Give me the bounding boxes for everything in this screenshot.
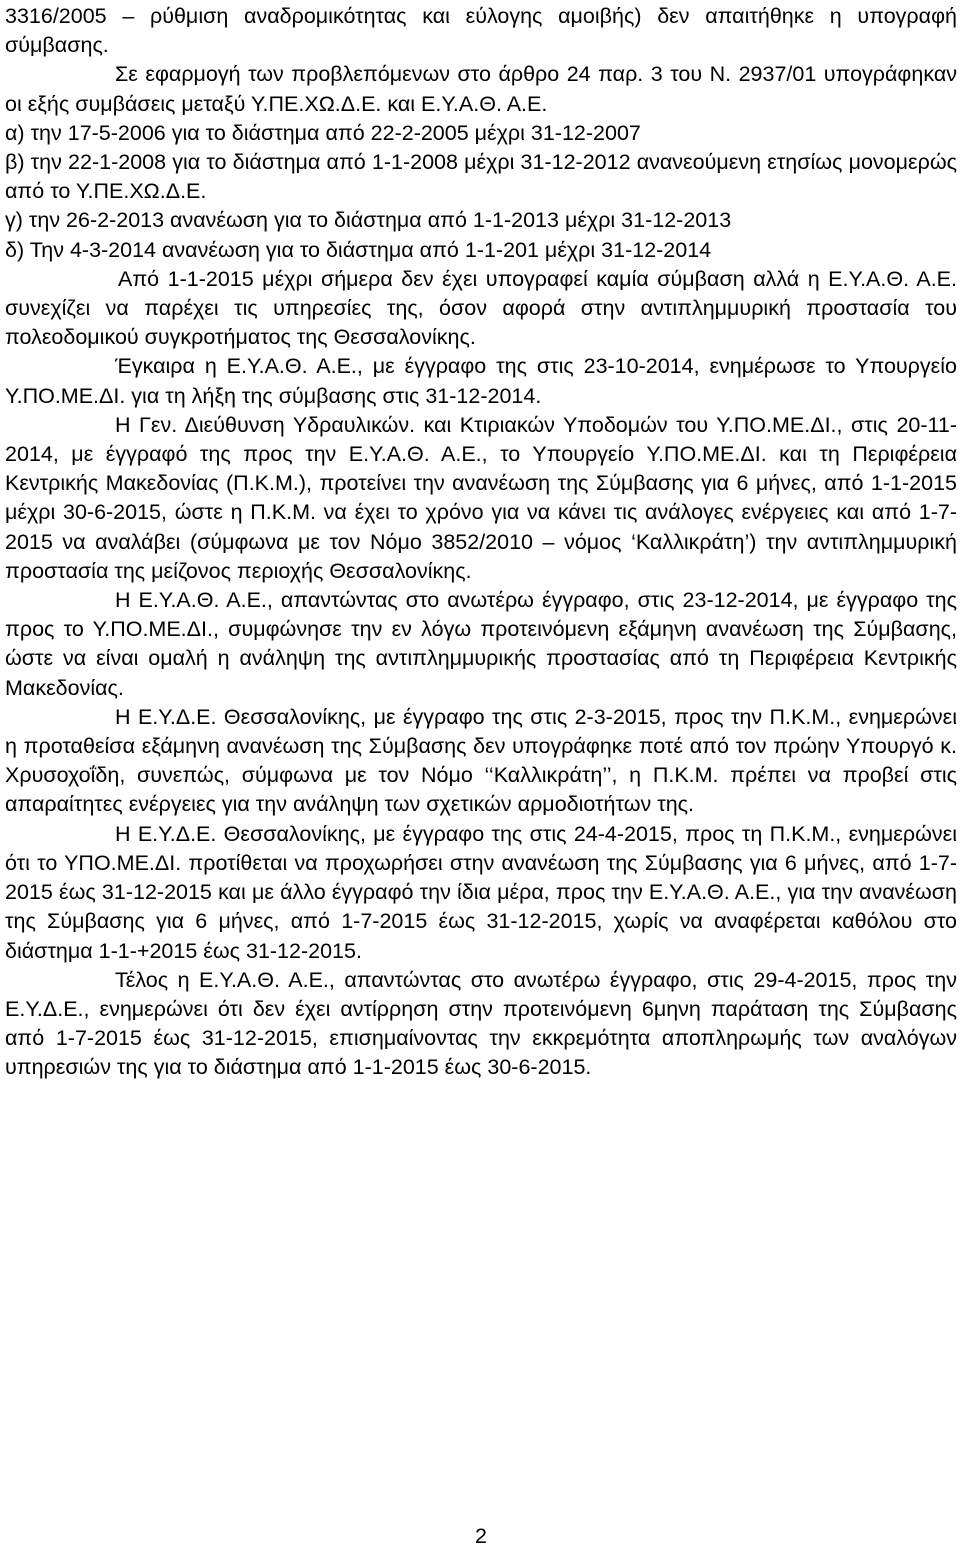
paragraph-eyde-march: Η Ε.Υ.Δ.Ε. Θεσσαλονίκης, με έγγραφο της στις 2-3-2015, προς την Π.Κ.Μ., ενημερώνει η προταθείσα εξάμηνη ανανέωση της Σύμβασης δεν υπογράφηκε ποτέ από τον πρώην Υπουργό κ. Χρυσοχοΐδη, συνεπώς, σύμφωνα με τον Νόμο ‘‘Καλλικράτη’’, η Π.Κ.Μ. πρέπει να προβεί στις απαραίτητες ενέργειες για την ανάληψη των σχετικών αρμοδιοτήτων της. [5, 704, 957, 817]
paragraph-contracts-intro: Σε εφαρμογή των προβλεπόμενων στο άρθρο 24 παρ. 3 του Ν. 2937/01 υπογράφηκαν οι εξής συμβάσεις μεταξύ Υ.ΠΕ.ΧΩ.Δ.Ε. και Ε.Υ.Α.Θ. Α.Ε. [5, 62, 957, 116]
list-item-d: δ) Την 4-3-2014 ανανέωση για το διάστημα από 1-1-201 μέχρι 31-12-2014 [5, 237, 712, 262]
list-item-b: β) την 22-1-2008 για το διάστημα από 1-1-2008 μέχρι 31-12-2012 ανανεούμενη ετησίως μονομερώς από το Υ.ΠΕ.ΧΩ.Δ.Ε. [5, 150, 957, 204]
paragraph-timely-notice: Έγκαιρα η Ε.Υ.Α.Θ. Α.Ε., με έγγραφο της στις 23-10-2014, ενημέρωσε το Υπουργείο Υ.ΠΟ.ΜΕ.ΔΙ. για τη λήξη της σύμβασης στις 31-12-2014. [5, 354, 957, 408]
document-body [5, 2, 957, 1083]
paragraph-no-contract: Από 1-1-2015 μέχρι σήμερα δεν έχει υπογραφεί καμία σύμβαση αλλά η Ε.Υ.Α.Θ. Α.Ε. συνεχίζει να παρέχει τις υπηρεσίες της, όσον αφορά στην αντιπλημμυρική προστασία του πολεοδομικού συγκροτήματος της Θεσσαλονίκης. [5, 266, 957, 350]
paragraph-general-directorate: Η Γεν. Διεύθυνση Υδραυλικών. και Κτιριακών Υποδομών του Υ.ΠΟ.ΜΕ.ΔΙ., στις 20-11-2014, με έγγραφό της προς την Ε.Υ.Α.Θ. Α.Ε., το Υπουργείο Υ.ΠΟ.ΜΕ.ΔΙ. και τη Περιφέρεια Κεντρικής Μακεδονίας (Π.Κ.Μ.), προτείνει την ανανέωση της Σύμβασης για 6 μήνες, από 1-1-2015 μέχρι 30-6-2015, ώστε η Π.Κ.Μ. να έχει το χρόνο για να κάνει τις ανάλογες ενέργειες και από 1-7-2015 να αναλάβει (σύμφωνα με τον Νόμο 3852/2010 – νόμος ‘Καλλικράτη’) την αντιπλημμυρική προστασία της μείζονος περιοχής Θεσσαλονίκης. [5, 412, 957, 583]
page-number: 2 [475, 1524, 487, 1548]
list-item-a: α) την 17-5-2006 για το διάστημα από 22-2-2005 μέχρι 31-12-2007 [5, 120, 641, 145]
paragraph-eyath-reply: Η Ε.Υ.Α.Θ. Α.Ε., απαντώντας στο ανωτέρω έγγραφο, στις 23-12-2014, με έγγραφο της προς το Υ.ΠΟ.ΜΕ.ΔΙ., συμφώνησε την εν λόγω προτεινόμενη εξάμηνη ανανέωση της Σύμβασης, ώστε να είναι ομαλή η ανάληψη της αντιπλημμυρικής προστασίας από τη Περιφέρεια Κεντρικής Μακεδονίας. [5, 588, 957, 700]
paragraph-final: Τέλος η Ε.Υ.Α.Θ. Α.Ε., απαντώντας στο ανωτέρω έγγραφο, στις 29-4-2015, προς την Ε.Υ.Δ.Ε., ενημερώνει ότι δεν έχει αντίρρηση στην προτεινόμενη 6μηνη παράταση της Σύμβασης από 1-7-2015 έως 31-12-2015, επισημαίνοντας την εκκρεμότητα αποπληρωμής των αναλόγων υπηρεσιών της για το διάστημα από 1-1-2015 έως 30-6-2015. [5, 967, 957, 1080]
paragraph-continuation: 3316/2005 – ρύθμιση αναδρομικότητας και εύλογης αμοιβής) δεν απαιτήθηκε η υπογραφή σύμβασης. [5, 4, 957, 58]
paragraph-eyde-april: Η Ε.Υ.Δ.Ε. Θεσσαλονίκης, με έγγραφο της στις 24-4-2015, προς τη Π.Κ.Μ., ενημερώνει ότι το ΥΠΟ.ΜΕ.ΔΙ. προτίθεται να προχωρήσει στην ανανέωση της Σύμβασης για 6 μήνες, από 1-7-2015 έως 31-12-2015 και με άλλο έγγραφό την ίδια μέρα, προς την Ε.Υ.Α.Θ. Α.Ε., για την ανανέωση της Σύμβασης για 6 μήνες, από 1-7-2015 έως 31-12-2015, χωρίς να αναφέρεται καθόλου στο διάστημα 1-1-+2015 έως 31-12-2015. [5, 821, 957, 963]
document-page [5, 0, 957, 1561]
list-item-c: γ) την 26-2-2013 ανανέωση για το διάστημα από 1-1-2013 μέχρι 31-12-2013 [5, 208, 732, 233]
